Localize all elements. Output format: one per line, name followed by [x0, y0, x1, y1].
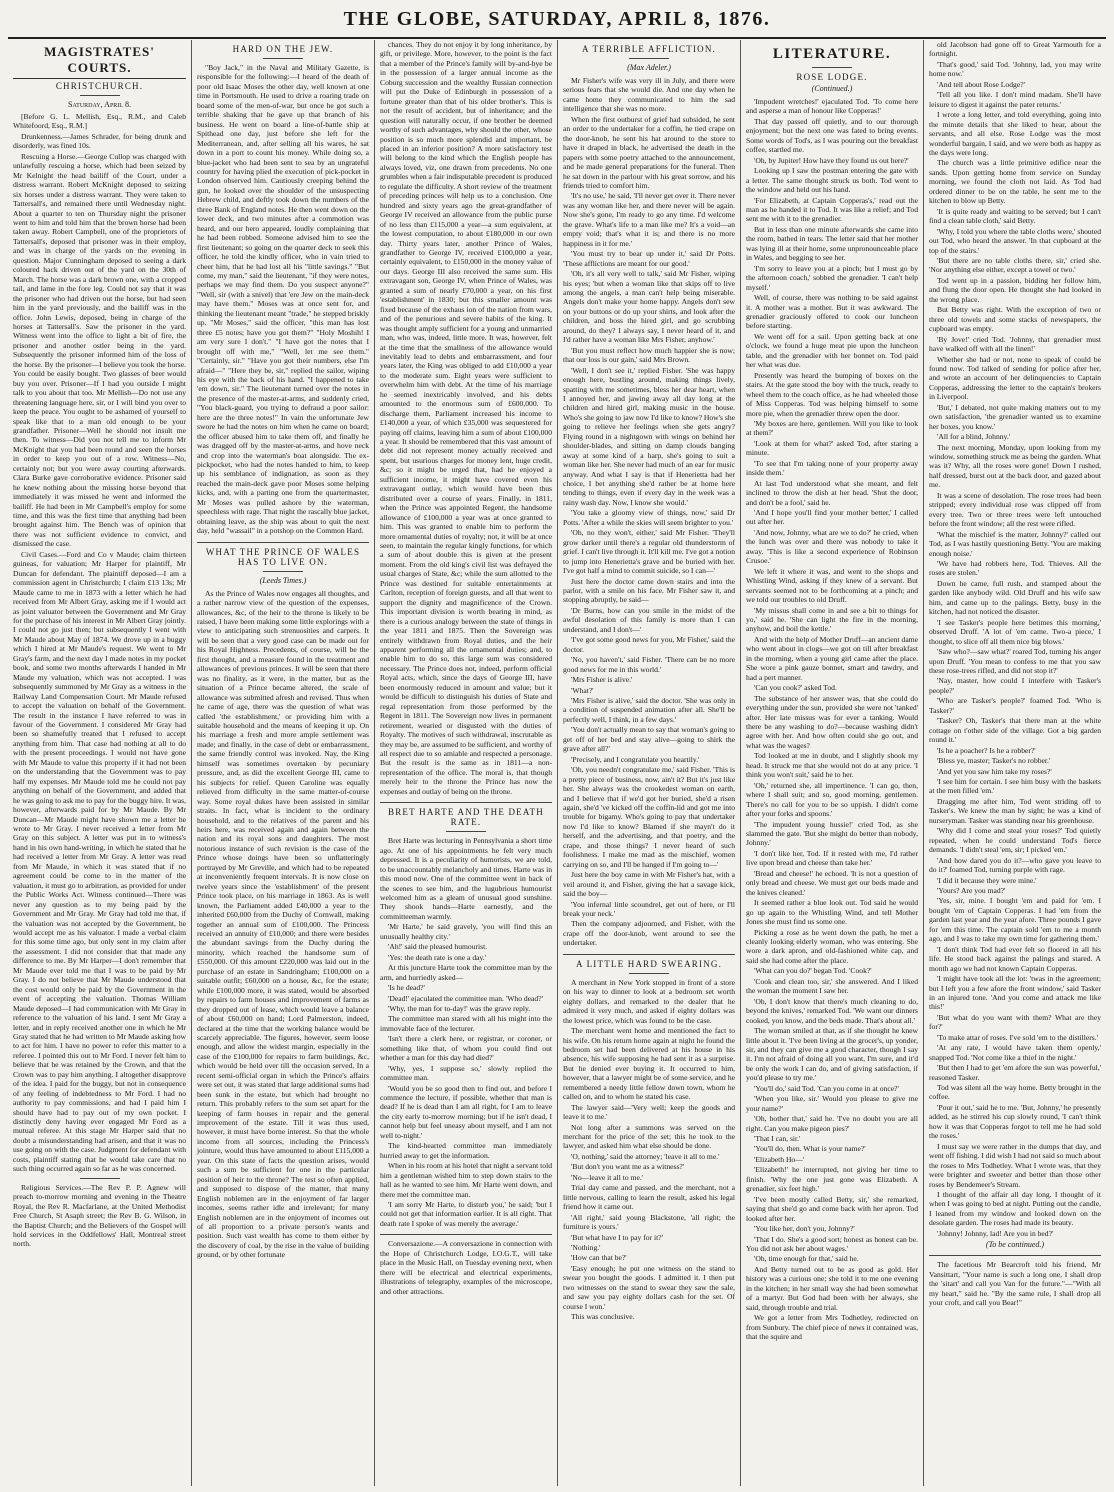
column-4	[557, 40, 740, 1486]
section-title: LITERATURE.	[772, 46, 892, 62]
paragraph: 'Elizabeth Ho—'	[754, 1154, 805, 1164]
paragraph: 'Nothing.'	[571, 1243, 601, 1253]
paragraph: Tod looked at me in doubt, and I slightly shook my head. It struck me that she would not do at any price. 'I think you won't suit,' said he to her.	[746, 751, 918, 780]
paragraph: Down he came, full rush, and stamped about the garden like anybody wild. Old Druff and his wife saw him, and came up to the palings. Betty, busy in the kitchen, had not noticed the disaster.	[929, 578, 1101, 617]
paragraph: 'That I can, sir.'	[754, 1134, 801, 1144]
paragraph: 'Oh, by Jupiter! How have they found us out here?'	[754, 155, 909, 165]
paragraph: 'Is he dead?'	[388, 983, 425, 993]
paragraph: The merchant went home and mentioned the fact to his wife. On his return home again at night he found the bedroom set had been delivered at his house in his absence, his wife supposing he had sent it as a surprise. But he denied ever buying it. It occurred to him, however, that a lawyer might be of some service, and he remembered a needy little fellow down town, whom he called on, and to whom he stated his case.	[563, 1026, 735, 1102]
paragraph: 'Why, I told you where the table cloths were,' shouted out Tod, who heard the answer. 'In that cupboard at the top of the stairs.'	[929, 226, 1101, 255]
paragraph: 'O, nothing,' said the attorney; 'leave it all to me.'	[571, 1151, 720, 1161]
column-1	[8, 40, 191, 1486]
paragraph: As the Prince of Wales now engages all thoughts, and a rather narrow view of the question of the expenses, allowances, &c, of the heir to the throne is likely to be raised, I have been making some little explorings with a view to anticipating such strenuosities and carpers. It will be seen that a very good case can be made out for his Royal Highness. Precedents, of course, will be the first thought, and a measure found in the treatment and allowances of previous princes. It will be seen that there was no finality, as it were, in the matter, but as the situation of a Prince became altered, the scale of allowance was submitted afresh and revised. Thus when he came of age, there was the question of what was called 'the establishment,' or providing him with a suitable household and the means of keeping it up. On his marriage a fresh and more ample settlement was made; and finally, in the case of debt or embarrassment, the same friendly control was invoked. Nay, the King himself was sometimes overtaken by pecuniary pressure, and, as did the excellent George III, came to his subjects for relief. Queen Caroline was equally relieved from difficulty in the same matter-of-course way. Some royal dukes have been assisted in similar straits. In fact, what is incident to the ordinary household, and to the relatives of the parent and his heirs here, was received again and again between the nation and its royal sons and daughters. The most notorious instance of such revision is the case of the Prince whose doings have been so unflatteringly portrayed by Mr Greville, and which had to be repeated at inconveniently frequent intervals. It is now close on twelve years since the 'establishment' of the present Prince took place, on his marriage in 1863. As is well known, the Parliament added £40,000 a year to the inherited £60,000 from the Duchy of Cornwall, making together an annual sum of £100,000. The Princess received an annuity of £10,000; and there were besides the abundant savings from the Duchy during the minority, which reached the handsome sum of £550,000. Of this amount £220,000 was laid out in the purchase of an estate in Sandringham; £100,000 on a suitable outfit; £60,000 on a house, &c, for the estate; while £100,000 more, it was stated, would be absorbed by repairs to farm houses and improvement of farms as they dropped out of lease, which would leave a balance of about £60,000 on hand; Lord Palmerston, indeed, declared at the time that the working balance would be scarcely appreciable. The figures, however, seem loose enough, and allow the widest margin, especially in the case of the £100,000 for repairs to farm buildings, &c, which would be held over till the occasion served. In a recent semi-official organ in which the Prince's affairs were set out, it was stated that large additional sums had been sunk in the estate, but which had brought no return. This probably refers to the sum set apart for the keeping of farm houses in repair and the general improvement of the estate. Till it was thus used, however, it must have borne interest. So that the whole income from all sources, including the Princess's jointure, would thus have amounted to about £115,000 a year. On this state of facts the question arises, would such a sum be sufficient for one in the particular position of heir to the throne? The test so often applied, and supposed to dispose of the matter, that many English noblemen are in the enjoyment of far larger incomes, seems rather idle and irrelevant; for many English noblemen are in the enjoyment of incomes out of all proportion to a private person's wants and position. Such vast wealth has come to them either by the discovery of coal, by the rise in the value of building ground, or by other fortunate	[197, 588, 369, 1260]
paragraph: The substance of her answer was, that she could do everything under the sun, provided she were not 'tanked' after. Her late missus was for ever a tanking. Would there be any washing to do?—because washing didn't agree with her. And how often could she go out, and what was the wages?	[746, 693, 918, 750]
article-body	[13, 132, 186, 1249]
paragraph: 'Oh, it's all very well to talk,' said Mr Fisher, wiping his eyes; 'but when a woman like that skips off to live among the angels, a man can't help being miserable. Angels don't make your home happy. Angels don't sew on your buttons or do up your shirts, and look after the children, and boss the hired girl, and go scrubbing around, do they? I always say, I never heard of it, and I'd rather have a woman like Mrs Fisher, anyhow.'	[563, 269, 735, 345]
dateline: Saturday, April 8.	[68, 100, 131, 109]
paragraph: That day passed off quietly, and to our thorough enjoyment; but the next one was fated to bring events. Some words of Tod's, as I was pouring out the breakfast coffee, startled me.	[746, 116, 918, 155]
paragraph: 'But you must reflect how much happier she is now; that our loss is our gain,' said Mrs Brown.	[563, 345, 735, 365]
paragraph: 'All for a blind, Johnny.'	[937, 432, 1011, 442]
paragraph: And with the help of Mother Druff—an ancient dame who went about in clogs—we got on till after breakfast in the morning, when a young girl came after the place. She wore a pink gauze bonnet, smart and tawdry, and had a pert manner.	[746, 634, 918, 682]
paragraph: 'What?'	[571, 685, 594, 695]
paragraph: 'Nay, master, how could I interfere with Tasker's people?'	[929, 676, 1101, 695]
paragraph: Then the company adjourned, and Fisher, with the crape off the door-knob, went around to see the undertaker.	[563, 919, 735, 948]
paragraph: Well, of course, there was nothing to be said against it. A mother was a mother. But it was awkward. The grenadier graciously offered to cook our luncheon before starting.	[746, 293, 918, 331]
paragraph: But in less than one minute afterwards she came into the room, bathed in tears. The letter said that her mother was lying ill at their home, some unpronounceable place in Wales, and begging to see her.	[746, 224, 918, 263]
paragraph: Just here the boy came in with Mr Fisher's hat, with a veil around it, and Fisher, giving the hat a savage kick, said the boy—	[563, 870, 735, 899]
paragraph: 'But don't you want me as a witness?'	[571, 1162, 685, 1172]
paragraph: 'My boxes are here, gentlemen. Will you like to look at them?'	[746, 418, 918, 438]
columns	[8, 40, 1106, 1486]
paragraph: 'What can you do?' began Tod. 'Cook?'	[754, 966, 872, 976]
divider	[197, 542, 369, 543]
article-title: HARD ON THE JEW.	[232, 44, 334, 54]
continued-note: (Continued.)	[811, 84, 853, 93]
paragraph: 'But,' I debated, not quite making matters out to my own satisfaction, 'the grenadier wanted us to examine her boxes, you know.'	[929, 402, 1101, 431]
paragraph: 'Easy enough; he put one witness on the stand to swear you bought the goods. I admitted it. I then put two witnesses on the stand to swear they saw the sale, and saw you pay eighty dollars cash for the set. Of course I won.'	[563, 1263, 735, 1311]
paragraph: 'By Jove!' cried Tod. 'Johnny, that grenadier must have walked off with all the linen!'	[929, 334, 1101, 354]
paragraph: 'Mrs Fisher is alive,' said the doctor. 'She was only in a condition of suspended animation after all. She'll be perfectly well, I think, in a few days.'	[563, 696, 735, 724]
paragraph: The woman smiled at that, as if she thought he knew little about it. 'I've been living at the grocer's, up yonder, sir, and they can give me a good character, though I say it. I'm not afraid of doing all you want, I'm sure, and it'd be only the work I can do, and of giving satisfaction, if you'd please to try me.'	[746, 1026, 918, 1083]
paragraph: 'Yes, sir, mine. I bought 'em and paid for 'em. I bought 'em of Captain Copperas. I had 'em from the garden last year and the year afore. Three pounds I gave for 'em this time. The captain sold 'em to me a month ago, and I was to take my own time for gathering them.'	[929, 896, 1101, 944]
paragraph: At this juncture Harte took the committee man by the arm, and hurriedly asked—	[380, 963, 552, 982]
to-be-continued: (To be continued.)	[985, 1240, 1045, 1250]
paragraph: 'But then I had to get 'em afore the sun was powerful,' reasoned Tasker.	[929, 1063, 1101, 1082]
paragraph: 'Oh, I don't know that there's much cleaning to do, beyond the knives,' remarked Tod. 'We want our dinners cooked, you know, and the beds made. That's about all.'	[746, 996, 918, 1025]
paragraph: The next morning, Monday, upon looking from my window, something struck me as being the garden. What was it? Why, all the roses were gone! Down I rushed, half dressed, burst out at the back door, and gazed about me.	[929, 442, 1101, 490]
paragraph: Tod went up in a passion, bidding her follow him, and flung the door open. He thought she had looked in the wrong place.	[929, 275, 1101, 304]
paragraph: I must say we were rather in the dumps that day, and went off fishing. I did wish I had not said so much about the roses to Mrs Todhetley. What I wrote was, that they were brighter and sweeter and better than those other roses by Bendemeer's Stream.	[929, 1141, 1101, 1189]
divider	[263, 58, 303, 59]
paragraph: I thought of the affair all day long. I thought of it when I was going to bed at night. Putting out the candle, I leaned from my window and looked down on the desolate garden. The roses had made its beauty.	[929, 1190, 1101, 1228]
paragraph: 'How can that be?'	[571, 1253, 627, 1263]
paragraph: Not long after a summons was served on the merchant for the price of the set; this he took to the lawyer, and asked him what else should be done.	[563, 1122, 735, 1151]
paragraph: 'And tell about Rose Lodge?'	[937, 79, 1025, 89]
paragraph: Religious Services.—The Rev P. P. Agnew will preach to-morrow morning and evening in the Theatre Royal, the Rev R. Macfarlane, at the United Methodist Free Church, St Asaph street; the Rev B. G. Wilson, in the Baptist Church; and the Believers of the Gospel will hold services in the Oddfellows' Hall, Montreal street north.	[13, 1182, 186, 1249]
paragraph: 'Why, the man for to-day!' was the grave reply.	[388, 1003, 531, 1013]
divider	[629, 973, 669, 974]
paragraph: 'At any rate, I would have taken them openly,' snapped Tod. 'Not come like a thief in the night.'	[929, 1043, 1101, 1062]
paragraph: When in his room at his hotel that night a servant told him a gentleman wished him to step down stairs to the hall as he wanted to see him. Mr Harte went down, and there met the committee man.	[380, 1161, 552, 1199]
paragraph: 'Saw who?—saw what?' roared Tod, turning his anger upon Druff. 'You mean to confess to me that you saw these rose-trees rifled, and did not stop it?'	[929, 647, 1101, 675]
paragraph: 'Oh, no they won't, either,' said Mr Fisher. 'They'll grow darker until there's a regular old thunderstorm of grief. I can't live through it. It'll kill me. I've got a notion to jump into Henerietta's grave and be buried with her. I've got half a mind to commit suicide, so I can—'	[563, 528, 735, 576]
paragraph: 'Is he a poacher? Is he a robber?'	[937, 745, 1036, 755]
paragraph: We left it where it was, and went to the shops and Whistling Wind, asking if they knew of a servant. But servants seemed not to be forthcoming at a pinch; and we told our troubles to old Druff.	[746, 566, 918, 605]
paragraph: 'I did it because they were mine.'	[937, 875, 1037, 885]
paragraph: Bret Harte was lecturing in Pennsylvania a short time ago. At one of his appointments he felt very much depressed. It is a peculiarity of humorists, we are told, to be unaccountably melancholy and times. Harte was in this mood now. One of the committee went in back of the scenes to see him, and the lugubrious humourist welcomed him as a gleam of unusual good sunshine. They shook hands—Harte earnestly, and the committeeman warmly.	[380, 836, 552, 921]
paragraph: 'Johnny! Johnny, lad! Are you in bed?'	[937, 1228, 1054, 1238]
paragraph: Tod was silent all the way home. Betty brought in the coffee.	[929, 1083, 1101, 1102]
paragraph: 'You like her, don't you, Johnny?'	[754, 1224, 855, 1234]
paragraph: I wrote a long letter, and told everything, going into the minute details that she liked to hear, about the servants, and all else. Rose Lodge was the most wonderful bargain, I said, and we were both as happy as the days were long.	[929, 110, 1101, 157]
paragraph: 'Would you be so good then to find out, and before I commence the lecture, if possible, whether that man is dead? If he is dead than I am all right, for I am to leave the city early to-morrow morning; but if he isn't dead, I cannot help but feel uneasy about myself, and I am not well to-night.'	[380, 1083, 552, 1140]
column-5	[740, 40, 923, 1486]
paragraph: 'Ah!' said the pleased humourist.	[388, 942, 488, 952]
masthead-rule	[8, 37, 1106, 39]
paragraph: Drunkenness.—James Schrader, for being drunk and disorderly, was fined 10s.	[13, 131, 186, 151]
paragraph: old Jacobson had gone off to Great Yarmouth for a fortnight.	[929, 40, 1101, 59]
paragraph: 'Elizabeth!' he interrupted, not giving her time to finish. 'Why the one just gone was Elizabeth. A grenadier, six feet high.'	[746, 1165, 918, 1194]
paragraph: 'Oh, you needn't congratulate me,' said Fisher. 'This is a pretty piece of business, now, ain't it? But it's just like her. She always was the crookedest woman on earth, and I believe that if we'd got her buried, she'd a risen again, she'd 've kicked off the coffin-lid and got me into trouble for bigamy. Who's going to pay that undertaker now I'd like to know? Blamed if she mayn't do it herself, and the advertising, and that poetry, and the crape, and those things? I never heard of such foolishness. I make me mad as the mischief, women carrying on so, and I'll be hanged if I'm going to—'	[563, 765, 735, 869]
paragraph: 'You take a gloomy view of things, now,' said Dr Potts. 'After a while the skies will seem brighter to you.'	[563, 508, 735, 527]
paragraph: The church was a little primitive edifice near the sands. Upon getting home from service on Sunday morning, we found the cloth not laid. As Tod had ordered dinner to be on the table, he sent me to the kitchen to blow up Betty.	[929, 158, 1101, 206]
paragraph: At last Tod understood what she meant, and felt inclined to throw the dish at her head. 'Shut the door, and don't be a fool,' said he.	[746, 478, 918, 507]
article-title: BRET HARTE AND THE DEATH RATE.	[388, 807, 544, 828]
paragraph: 'And yet you saw him take my roses?'	[937, 766, 1052, 776]
paragraph: 'But there are no table cloths there, sir,' cried she. 'Nor anything else either, except a towel or two.'	[929, 255, 1101, 275]
masthead: THE GLOBE, SATURDAY, APRIL 8, 1876.	[343, 8, 771, 30]
paragraph: 'Tasker? Oh, Tasker's that there man at the white cottage on t'other side of the village. Got a big garden round it.'	[929, 716, 1101, 745]
divider	[380, 802, 552, 803]
column-3	[374, 40, 557, 1486]
paragraph: 'Impudent wretches!' ejaculated Tod. 'To come here and asperse a man of honour like Copperas!'	[746, 97, 918, 116]
divider	[263, 571, 303, 572]
paragraph: Trial day came and passed, and the merchant, not a little nervous, calling to learn the result, asked his legal friend how it came out.	[563, 1183, 735, 1212]
paragraph: 'You don't actually mean to say that woman's going to get off of her bed and stay alive—going to shirk the grave after all?'	[563, 725, 735, 754]
paragraph: Presently was heard the bumping of boxes on the stairs. At the gate stood the boy with the truck, ready to wheel them to the coach office, as he had wheeled those of Miss Copperas. Tod was helping himself to some more pie, when the grenadier threw open the door.	[746, 370, 918, 418]
paragraph: 'My missus shall come in and see a bit to things for yo,' said he. 'She can light the fire in the morning, anyhow, and boil the kettle.'	[746, 605, 918, 634]
paragraph: 'I am sorry Mr Harte, to disturb you,' he said; 'but I could not get that information earlier. It is all right. That death rate I spoke of was merely the average.'	[380, 1200, 552, 1228]
divider	[380, 1234, 552, 1235]
paragraph: chances. They do not enjoy it by long inheritance, by gift, or privilege. More, however, to the point is the fact that a member of the Prince's family will by-and-bye be in the possession of a larger annual income as the Coburg succession and the wealthy Russian connection will put the Duke of Edinburgh in possession of a fortune greater than that of his older brother's. This is not the result of accident, but of inheritance; and the question will naturally occur, if one brother be deemed worthy of such advantages, why should the other, whose position is so much more splendid and important, be placed in an inferior position? A more satisfactory test will belong to the kind which the English people has always loved, viz, one drawn from precedents. No one grumbles when a fair indisputable precedent is produced to regulate the difficulty. A short review of the treatment of preceding princes will help us to a conclusion. One hundred and sixty years ago the great-grandfather of George IV received an allowance from the public purse of no less than £115,000 a year—a sum equivalent, at the lowest computation, to about £180,000 in our own day. Thirty years later, another Prince of Wales, grandfather to George IV, received £100,000 a year, certainly equivalent, to £150,000 in the money value of our days. George III also received the same sum. His extravagant son, George IV, when Prince of Wales, was granted a sum of nearly £70,000 a year, on his first 'establishment' in 1830; but this smaller amount was fixed because of the exhaus ion of the nation from wars, and of the penurious and severe habits of the king. It was thought amply sufficient for a young and unmarried man, who was, indeed, little more. It was, however, felt at the time that the smallness of the allowance would inevitably lead to debts and embarrassment, and four years later, the King was obliged to add £10,000 a year to the moderate sum. Eight years were sufficient to overwhelm him with debt. At the time of his marriage he seemed inextricably involved, and his debts amounted to the enormous sum of £600,000. To discharge them, Parliament increased his income to £140,000 a year, of which £35,000 was sequestered for paying off claims, leaving him a sum of about £100,000 a year. It should be remembered that this vast amount of debt did not represent money actually received and spent, but usurious charges for money lent, huge credit, &c; so it might be urged that, had he enjoyed a sufficient income, it might have covered even his extravagant outlay, which would have been thus distributed over a course of years. Finally, in 1811, when the Prince was appointed Regent, the handsome allowance of £100,000 a year was at once granted to him. This was granted to enable him to perform the more ornamental duties of royalty; not, it will be at once seen, to maintain the regular kingly functions, for which a sum of about double this is given at the present moment. From the old king's civil list was defrayed the usual charges of State, &c; while the sum allotted to the Prince was destined for suitable entertainments at Carlton, reception of foreign guests, and all that went to support the dignity and magnificence of the Crown. This important division is worth bearing in mind, as there is a curious analogy between the state of things in the year 1811 and 1875. Then the Sovereign was entirely withdrawn from Royal duties, and the heir apparent performing all the ornamental duties; and, to enable him to do so, this large sum was considered necessary. The Prince does not, indeed, perform official Royal acts, which, since the days of George III, have been enormously reduced in amount and value; but it would be difficult to distinguish his duties of State and regal representation from those performed by the Regent in 1811. The Sovereign now lives in permanent retirement, wearied or disgusted with the duties of Royalty. The motives of such withdrawal, inscrutable as they may be, are assumed to be sufficient, and worthy of all respect due to so amiable and respected a personage. But the result is the same as in 1811—a non-representation of the office. The moral is, that though merely heir to the throne the Prince has now the expenses and outlay of being on the throne.	[380, 40, 552, 796]
article-title: WHAT THE PRINCE OF WALES HAS TO LIVE ON.	[205, 546, 361, 567]
column-6	[923, 40, 1106, 1486]
paragraph: 'To see that I'm taking none of your property away inside them.'	[746, 458, 918, 478]
paragraph: 'Pour it out,' said he to me. 'But, Johnny,' he presently added, as he stirred his cup slowly round, 'I can't think how it was that Copperas forgot to tell me he had sold the roses.'	[929, 1102, 1101, 1141]
paragraph: 'Why, yes, I suppose so,' slowly replied the committee man.	[380, 1063, 552, 1083]
paragraph: 'I might have took all the lot: 'twas in the agreement; but I left you a few afore the front window,' said Tasker in an injured tone. 'And you come and attack me like this!'	[929, 974, 1101, 1012]
paragraph: A merchant in New York stopped in front of a store on his way to dinner to look at a bedroom set worth eighty dollars, and remarked to the dealer that he admired it very much, and asked if eighty dollars was the lowest price, which was found to be the case.	[563, 977, 735, 1025]
section-subtitle: CHRISTCHURCH.	[55, 81, 144, 91]
divider	[629, 58, 669, 59]
paragraph: 'Bless ye, master; Tasker's no robber.'	[937, 756, 1051, 766]
paragraph: 'I've got some good news for you, Mr Fisher,' said the doctor.	[563, 635, 735, 654]
paragraph: 'You infernal little scoundrel, get out of here, or I'll break your neck.'	[563, 899, 735, 918]
paragraph: 'Who are Tasker's people?' foamed Tod. 'Who is Tasker?'	[929, 696, 1101, 715]
article-source: (Leeds Times.)	[259, 575, 307, 585]
paragraph: The committee man stared with all his might into the immovable face of the lecturer.	[380, 1014, 552, 1033]
paragraph: 'We have had robbers here, Tod. Thieves. All the roses are stolen.'	[929, 559, 1101, 578]
paragraph: 'For Elizabeth, at Captain Copperas's,' read out the man as he handed it to Tod. It was like a relief; and Tod sent me with it to the grenadier.	[746, 195, 918, 224]
paragraph: 'Well, I don't see it,' replied Fisher. 'She was happy enough here, bustling around, making things lively, spatting with me sometimes, bless her dear heart, when I annoyed her, and jawing away all day long at the children and hired girl, making music in the house. Who's she going to jaw now I'd like to know? How's she going to relieve her feelings when she gets angry? Flying round in a nightgown with wings on behind her shoulder-blades, and sitting on damp clouds banging away at some kind of a harp, she's going to suit a woman like her. She never had much of an ear for music anyway. And what I say is that if Henerietta had her choice, I bet anything she'd rather be at home here tending to things, even if every day in the week was a rainy wash day. Now, I know she would.'	[563, 365, 735, 507]
divider	[563, 954, 735, 955]
paragraph: 'Yes: the death rate is one a day.'	[388, 952, 487, 962]
paragraph: Whether she had or not, none to speak of could be found now. Tod talked of sending for police after her, and wrote an account of her delinquencies to Captain Copperas, addressing the letter to the captain's brokers in Liverpool.	[929, 354, 1101, 402]
paragraph: 'Tell all you like. I don't mind madam. She'll have leisure to digest it against the pater returns.'	[929, 90, 1101, 109]
paragraph: Rescuing a Horse.—George Cullop was charged with unlawfully rescuing a horse, which had been seized by Mr Kelnight the head bailiff of the Court, under a distress warrant. Robert McKnight deposed to seizing six horses under a distress warrant. They were taken to Tattersall's, and remained there until Wednesday night. About a quarter to ten on Thursday night the prisoner went to him and told him that the brown horse had been taken away. Robert Campbell, one of the proprietors of Tattersall's, deposed that prisoner was in their employ, and was in charge of the yards on the evening in question. Major Cunningham deposed to seeing a dark coloured hack driven out of the yard on the 30th of March. The horse was a dark brown one, with a cropped tail, and lame in the fore leg. Could not say that it was the prisoner who had driven out the horse, but had seen him in the yard previously, and the bailiff was in the office. John Lewis, deposed, being in charge of the horses at Tattersall's. Saw the prisoner in the yard. Witness went into the office to light a bit of fire, the prisoner and another ostler being in the yard. Subsequently the prisoner informed him of the loss of the horse. By the prisoner—I believe you took the horse. You could be easily bought. Two glasses of beer would buy you over. Prisoner—If I had you outside I might talk to you about that too. Mr Mellish—Do not use any threatening language here, sir, or I will bind you over to keep the peace. You ought to be ashamed of yourself to speak like that to a man old enough to be your grandfather. Prisoner—Well he should not insult me then. To witness—Did you not tell me to inform Mr McKnight that you had been round and seen the horses in order to keep you out of a row. Witness—No, certainly not; but you were away courting afterwards. Clara Burke gave corroborative evidence. Prisoner said he knew nothing about the missing horse beyond that immediately it was missed he went and informed the bailiff. He had been in Mr Campbell's employ for some time, and this was the first time that anything had been brought against him. The Bench was of opinion that there was not sufficient evidence to convict, and dismissed the case.	[13, 151, 186, 549]
paragraph: 'You'll do, then. What is your name?'	[754, 1144, 866, 1154]
paragraph: We went off for a sail. Upon getting back at one o'clock, we found a huge meat pie upon the luncheon table, and the grenadier with her bonnet on. Tod paid her what was due.	[746, 331, 918, 370]
article-title: A LITTLE HARD SWEARING.	[575, 958, 723, 969]
paragraph: 'All right,' said young Blackstone, 'all right; the furniture is yours.'	[563, 1212, 735, 1232]
paragraph: 'I don't like her, Tod. If it rested with me, I'd rather live upon bread and cheese than take her.'	[746, 848, 918, 868]
paragraph: And Betty turned out to be as good as gold. Her history was a curious one; she told it to me one evening in the kitchen; in her small way she had been somewhat of a martyr. But God had been with her always, she said, through trouble and trial.	[746, 1264, 918, 1312]
paragraph: This was conclusive.	[571, 1312, 635, 1322]
paragraph: 'You must try to bear up under it,' said Dr Potts. 'These afflictions are meant for our good.'	[563, 249, 735, 268]
paragraph: 'It is quite ready and waiting to be served; but I can't find a clean table cloth,' said Betty.	[929, 206, 1101, 226]
paragraph: It was a scene of desolation. The rose trees had been stripped; every individual rose was clipped off from every tree. Two or three trees were left untouched before the front window; all the rest were rifled.	[929, 490, 1101, 529]
article-source: (Max Adeler.)	[627, 63, 671, 72]
paragraph: 'Dead!' ejaculated the committee man. 'Who dead?'	[388, 993, 543, 1003]
paragraph: 'Oh,' returned she, all impertinence. 'I can go, then, where I shall suit; and so, good morning, gentlemen. There's no call for you to be so uppish. I didn't come after your forks and spoons.'	[746, 780, 918, 819]
paragraph: 'Can you cook?' asked Tod.	[754, 683, 837, 693]
paragraph: 'Oh, bother that,' said he. 'I've no doubt you are all right. Can you make pigeon pies?'	[746, 1114, 918, 1133]
story-title: ROSE LODGE.	[796, 72, 868, 82]
paragraph: 'I see Tasker's people here betimes this morning,' observed Druff. 'A lot of 'em came. Two-a piece,' I thought, to slice off all them nice big blows.'	[929, 617, 1101, 646]
paragraph: 'Oh, time enough for that,' said he.	[754, 1254, 859, 1264]
paragraph: 'It's no use,' he said, 'I'll never get over it. There never was any woman like her, and there never will be again. Now she's gone, I'm ready to go any time. I'd welcome the grave. What's life to a man like me? It's a void—an empty void; that's what it is; and there is no more happiness in it for me.'	[563, 191, 735, 248]
paragraph: 'I've been mostly called Betty, sir,' she remarked, saying that she'd go and come back with her apron. Tod looked after her.	[746, 1194, 918, 1223]
divider	[812, 67, 852, 68]
paragraph: Just here the doctor came down stairs and into the parlor, with a smile on his face. Mr Fisher saw it, and stopping abruptly, he said—	[563, 576, 735, 605]
paragraph: 'Dr Burns, how can you smile in the midst of the awful desolation of this family is more than I can understand, and I don't—'	[563, 605, 735, 634]
paragraph: 'That I do. She's a good sort; honest as honest can be. You did not ask her about wages.'	[746, 1234, 918, 1254]
paragraph: "Boy Jack," in the Naval and Military Gazette, is responsible for the following:—I heard of the death of poor old Isaac Moses the other day, well known at one time in Portsmouth. He used to drive a roaring trade on board some of the men-of-war, but once he got such a terrible shaking that he gave up that branch of his business. He went on board a line-of-battle ship at Spithead one day, just before she left for the Mediterranean, and, after selling all his wares, he sat down in a port to count his money. While doing so, a blue-jacket who had been sent to sea by an ungrateful country for having plied the execution of pick-pocket in London observed him. Cautiously creeping behind the gun, he looked over the shoulder of the unsuspecting Hebrew child, and deftly took down the numbers of the three Bank of England notes. He then went down on the lower deck, and two minutes after a commotion was heard, and our hero appeared, loudly complaining that he had been robbed. Someone advised him to see the first lieutenant; so going on the quarter deck to seek this officer, he told the kindly officer, who in vain tried to cheer him, that he had lost all his "little savings." "But come, my man," said the lieutenant, "if they were notes, perhaps we may find them. Do you suspect anyone?" "Well, sir (with a snivel) that 'ere Jew on the main-deck may have them." Moses was at once sent for, and thinking the lieutenant meant "trade," he stepped briskly up. "Mr Moses," said the officer, "this man has lost three £5 notes; have you got them?" "Holy Moshih! I am very sure I don't." "I have got the notes that I brought off with me," "Well, let me see them." "Certainly, sir." "Have you got their numbers, else I'm afraid—" "Here they be, sir," replied the sailor, wiping his eye with the back of his hand. "I happened to take 'em down, sir." The lieutenant turned over the notes in the presence of the master-at-arms, and suddenly cried, "You black-guard, you trying to defraud a poor sailor: here are the three notes!" In vain the unfortunate Jew swore he had the notes on him when he came on board; the officer abused him to take them off, and finally he was dragged off by the master-at-arms, and hove neck and crop into the waterman's boat alongside. The ex-pickpocket, who had the notes handed to him, to keep up his semblance of indignation, as soon as they reached the main-deck gave poor Moses some helping kicks, and, with a parting one from the quartermaster, Mr Moses was pulled ashore by the waterman, speechless with rage. That night the rascally blue jacket, obtaining leave, as the ship was about to quit the next day, held "wassail" in a potshop on the Common Hard.	[197, 63, 369, 536]
paragraph: 'I don't think Tod had ever felt so floored in all his life. He stood back against the palings and stared. A month ago we had not known Captain Copperas.	[929, 944, 1101, 973]
paragraph: 'But what have I to pay for it?'	[571, 1232, 663, 1242]
paragraph: 'No, you haven't,' said Fisher. 'There can be no more good news for me in this world.'	[563, 655, 735, 674]
paragraph: The facetious Mr Bearcroft told his friend, Mr Vansittart, "Your name is such a long one, I shall drop the 'sitart' and call you Van for the future."—"With all my heart," said he. "By the same rule, I shall drop all your croft, and call you Bear!"	[929, 1260, 1101, 1308]
paragraph: 'I see him for certain. I see him busy with the baskets at the men filled 'em.'	[929, 776, 1101, 796]
paragraph: 'When you like, sir.' Would you please to give me your name?'	[746, 1094, 918, 1113]
paragraph: 'To make attar of roses. I've sold 'em to the distillers.'	[937, 1032, 1098, 1042]
paragraph: Conversazione.—A conversazione in connection with the Hope of Christchurch Lodge, I.O.G.T., will take place in the Music Hall, on Tuesday evening next, when there will be electrical and electrical experiments, illustrations of telegraphy, examples of the microscope, and other attractions.	[380, 1239, 552, 1296]
paragraph: The kind-hearted committee man immediately hurried away to get the information.	[380, 1141, 552, 1160]
paragraph: 'Mrs Fisher is alive.'	[571, 675, 633, 685]
column-2	[191, 40, 374, 1486]
paragraph: 'You'll do,' said Tod. 'Can you come in at once?'	[754, 1083, 899, 1093]
paragraph: It seemed rather a blue look out. Tod said he would go up again to the Whistling Wind, and tell Mother Jones she must find us some one.	[746, 898, 918, 927]
paragraph: 'Cook and clean too, sir,' she answered. And I liked the woman the moment I saw her.	[746, 976, 918, 996]
paragraph: But Betty was right. With the exception of two or three old towels and some stacks of newspapers, the cupboard was empty.	[929, 305, 1101, 334]
paragraph: The lawyer said—'Very well; keep the goods and leave it to me.'	[563, 1102, 735, 1122]
paragraph: 'The impudent young hussie!' cried Tod, as she slammed the gate. 'But she might do better than nobody, Johnny.'	[746, 819, 918, 848]
paragraph: 'What the mischief is the matter, Johnny?' called out Tod, as I was hastily questioning Betty. 'You are making enough noise.'	[929, 529, 1101, 558]
paragraph: 'And I hope you'll find your mother better,' I called out after her.	[746, 508, 918, 527]
paragraph: 'Bread and cheese!' he echoed. 'It is not a question of only bread and cheese. We must get our beds made and the knives cleaned.'	[746, 868, 918, 897]
paragraph: 'I'm sorry to leave you at a pinch; but I must go by the afternoon coach,' sobbed the grenadier. 'I can't help myself.'	[746, 263, 918, 292]
paragraph: 'Isn't there a clerk here, or registrar, or coroner, or something like that, of whom you could find out whether a man for this day had died?'	[380, 1034, 552, 1063]
paragraph: Looking up I saw the postman entering the gate with a letter. The same thought struck us both. Tod went to the window and held out his hand.	[746, 166, 918, 195]
paragraph: 'Yours? Are you mad?'	[937, 885, 1006, 895]
paragraph: Mr Fisher's wife was very ill in July, and there were serious fears that she would die. And one day when he came home they communicated to him the sad intelligence that she was no more.	[563, 76, 735, 114]
paragraph: Dragging me after him, Tod went striding off to Tasker's. We knew the man by sight; he was a kind of nurseryman. Tasker was standing near his greenhouse.	[929, 796, 1101, 825]
bench-note: [Before G. L. Mellish, Esq., R.M., and Caleb Whitefoord, Esq., R.M.]	[13, 112, 186, 131]
divider	[80, 1178, 120, 1179]
paragraph: 'And now, Johnny, what are we to do?' he cried, when the lunch was over and there was nobody to take it away. 'This is like a second experience of Robinson Crusoe.'	[746, 527, 918, 566]
paragraph: We got a letter from Mrs Todhetley, redirected on from Sunbury. The chief piece of news it contained was, that the squire and	[746, 1313, 918, 1342]
divider	[80, 95, 120, 96]
paragraph: 'That's good,' said Tod. 'Johnny, lad, you may write home now.'	[929, 59, 1101, 79]
paragraph: 'But what do you want with them? What are they for?'	[929, 1012, 1101, 1032]
paragraph: 'Look at them for what?' asked Tod, after staring a minute.	[746, 438, 918, 458]
section-title: MAGISTRATES' COURTS.	[13, 44, 186, 79]
paragraph: 'Precisely, and I congratulate you heartily.'	[571, 754, 700, 764]
paragraph: Civil Cases.—Ford and Co v Maude; claim thirteen guineas, for valuation; Mr Harper for plaintiff, Mr Duncan for defendant. The plaintiff deposed—I am a commission agent in Christchurch; I claim £13 13s; Mr Maude came to me in 1873 with a letter which he had received from Mr Albert Gray, asking me if I would act as joint valuator between the Government and Mr Gray for the purchase of his interest in Mr Albert Gray jointly. I could not go just then; but subsequently I went with Mr Maude about May of 1874. We drove up in a buggy which I hired at Mr Maude's request. We went to Mr Gray's farm, and the next day I made notes in my pocket book, and some two months afterwards I handed in Mr Maude my valuation, which was not accepted. I was subsequently summoned by Mr Gray as a witness in the Railway Land Compensation Court. Mr Maude refused to accept the valuation on behalf of the Government. The result in the instance I have referred to was in favour of the Government. I considered Mr Gray had been so shamefully treated that I refused to accept anything from him. That case had nothing at all to do with the present proceedings. I would not have gone with Mr Maude to value this property if it had not been on the understanding that the Government was to pay half my expenses. Mr Maude told me he could not pay anything on behalf of the Government, and added that he was going to ask me to pay for the buggy hire. It was, however, afterwards paid for by Mr Maude. By Mr Duncan—Mr Maude might have shown me a letter he wrote to Mr Gray. I never received a letter from Mr Gray on this subject. A letter was put in to witness's hand in his own hand-writing, in which he stated that he had received a letter from Mr Gray. A letter was read from Mr Maude, in which it was stated that if no agreement could be come to in the matter of the valuation, it must go to arbitration, as provided for under the Public Works Act. Witness continued—There was never any question as to my being paid by the Government and Mr Gray. Mr Gray had told me that, if the valuation was not accepted by the Government, he would accept me as his valuator. I made a verbal claim for this some time ago, but only sent in my claim after the assessment. I did not consider that that made any difference to me. By Mr Harper—I don't remember that Mr Maude ever told me that I was to be paid by Mr Gray. I do not believe that Mr Maude understood that the cost would only be paid by the Government in the event of accepting the valuation. Thomas William Maude deposed—I had communication with Mr Gray in reference to the valuation of his land. I sent Mr Gray a letter, and in reply received another one in which he Mr Gray stated that he had written to Mr Maude asking how to act for him. I have no power to refer this matter to a referee. I pointed this out to Mr Ford. I never felt him to believe that he was retained by the Crown, and that the Crown was to pay him anything. I altogether disapprove of the idea. I paid for the buggy, but not in consequence of any feeling of indebtedness to Mr Ford. I had no authority to pay commissions, and had I paid him I should have had to pay out of my own pocket. I distinctly deny having ever engaged Mr Ford as a mutual referee. At this stage Mr Harper said that no doubt a misunderstanding had arisen, and that it was no use going on with the case. Judgment for defendant with costs, plaintiff stating that he would take care that no such thing occurred again so far as he was concerned.	[13, 549, 186, 1174]
paragraph: 'No—leave it all to me.'	[571, 1172, 644, 1182]
paragraph: When the first outburst of grief had subsided, he sent an order to the undertaker for a coffin, he tied crape on the door-knob, he sent his hat around to the store to have it draped in black, he advertised the death in the papers with some poetry attached to the announcement, and he made general preparations for the funeral. Then he sat down in the parlour with his great sorrow, and his friends tried to comfort him.	[563, 114, 735, 190]
paragraph: 'And how dared you do it?—who gave you leave to do it?' foamed Tod, turning purple with rage.	[929, 855, 1101, 875]
paragraph: 'Why did I come and steal your roses?' Tod quietly repeated, when he could understand Tod's fierce demands. 'I didn't steal 'em, sir; I picked 'em.'	[929, 826, 1101, 855]
paragraph: 'Mr Harte,' he said gravely, 'you will find this an unusually healthy city.'	[380, 922, 552, 941]
paragraph: Picking a rose as he went down the path, he met a cleanly looking elderly woman, who was entering. She wore a dark apron, and old-fashioned white cap, and said she had come after the place.	[746, 927, 918, 965]
divider	[929, 1255, 1101, 1256]
article-title: A TERRIBLE AFFLICTION.	[582, 44, 716, 54]
divider	[446, 831, 486, 832]
